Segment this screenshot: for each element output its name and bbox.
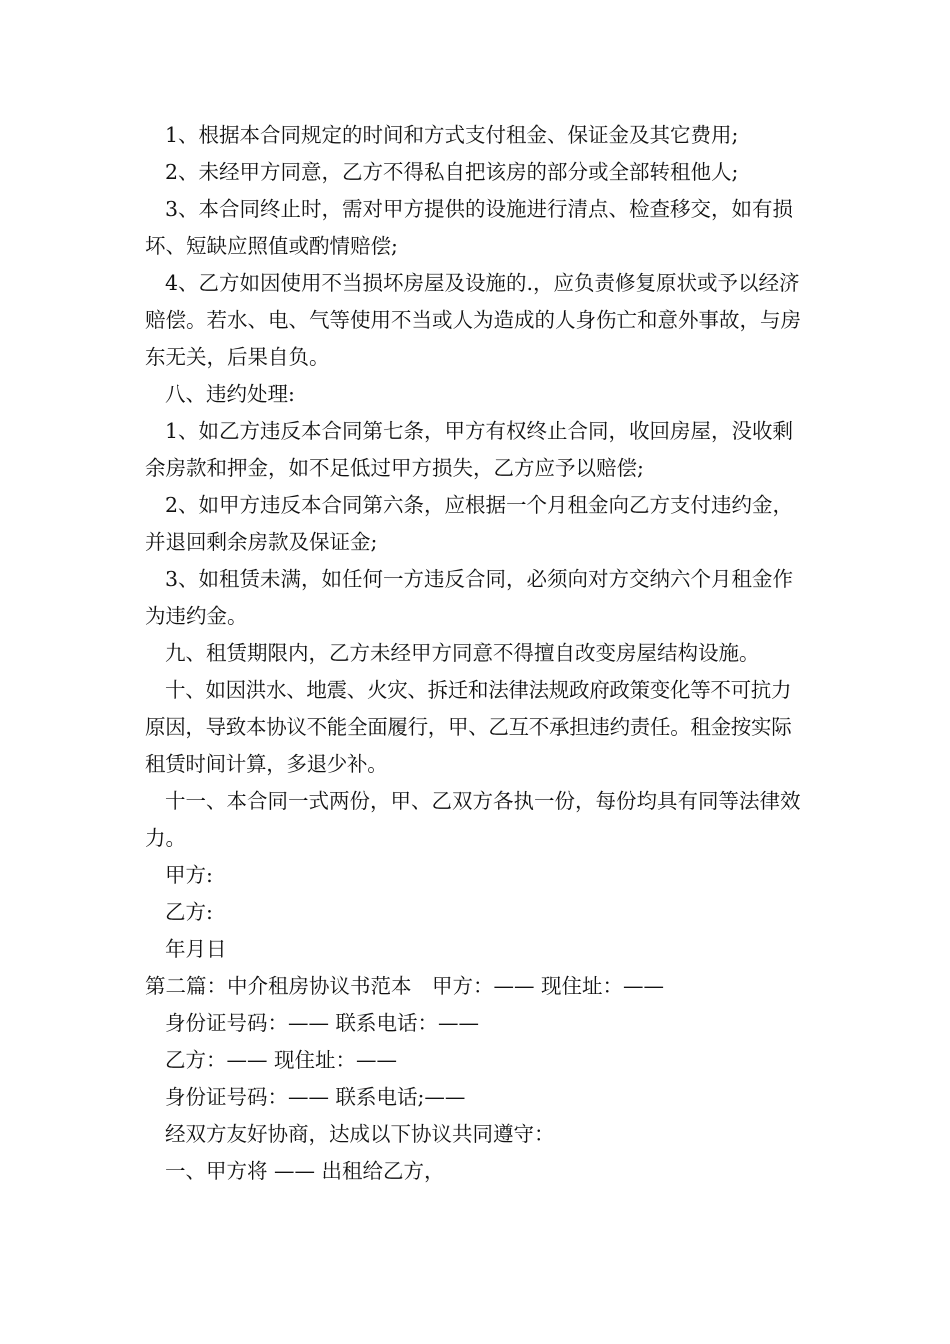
signature-party-a: 甲方: bbox=[165, 863, 213, 887]
clause-1-start: 一、甲方将 —— 出租给乙方， bbox=[165, 1159, 445, 1183]
section-title-second: 第二篇：中介租房协议书范本 甲方：—— 现住址：—— bbox=[145, 974, 665, 998]
paragraph-tenant-duty-3: 3、本合同终止时，需对甲方提供的设施进行清点、检查移交，如有损坏、短缺应照值或酌情赔偿; bbox=[145, 197, 794, 258]
paragraph-clause-10: 十、如因洪水、地震、火灾、拆迁和法律法规政府政策变化等不可抗力原因，导致本协议不能全面履行，甲、乙互不承担违约责任。租金按实际租赁时间计算，多退少补。 bbox=[145, 678, 792, 776]
paragraph-clause-9: 九、租赁期限内，乙方未经甲方同意不得擅自改变房屋结构设施。 bbox=[165, 641, 760, 665]
paragraph-tenant-duty-4: 4、乙方如因使用不当损坏房屋及设施的.，应负责修复原状或予以经济赔偿。若水、电、气等使用不当或人为造成的人身伤亡和意外事故，与房东无关，后果自负。 bbox=[145, 271, 801, 369]
paragraph-breach-3: 3、如租赁未满，如任何一方违反合同，必须向对方交纳六个月租金作为违约金。 bbox=[145, 567, 794, 628]
signature-date: 年月日 bbox=[165, 937, 227, 961]
party-a-id-line: 身份证号码：—— 联系电话：—— bbox=[165, 1011, 480, 1035]
paragraph-breach-1: 1、如乙方违反本合同第七条，甲方有权终止合同，收回房屋，没收剩余房款和押金，如不足低过甲方损失，乙方应予以赔偿; bbox=[145, 419, 794, 480]
paragraph-tenant-duty-2: 2、未经甲方同意，乙方不得私自把该房的部分或全部转租他人; bbox=[165, 160, 739, 184]
paragraph-clause-11: 十一、本合同一式两份，甲、乙双方各执一份，每份均具有同等法律效力。 bbox=[145, 789, 801, 850]
party-b-address-line: 乙方：—— 现住址：—— bbox=[165, 1048, 398, 1072]
party-b-id-line: 身份证号码：—— 联系电话;—— bbox=[165, 1085, 466, 1109]
signature-party-b: 乙方: bbox=[165, 900, 213, 924]
document-body bbox=[145, 117, 810, 1190]
section-heading-breach: 八、违约处理: bbox=[165, 382, 295, 406]
paragraph-tenant-duty-1: 1、根据本合同规定的时间和方式支付租金、保证金及其它费用; bbox=[165, 123, 739, 147]
paragraph-breach-2: 2、如甲方违反本合同第六条，应根据一个月租金向乙方支付违约金，并退回剩余房款及保证金; bbox=[145, 493, 794, 554]
agreement-intro: 经双方友好协商，达成以下协议共同遵守： bbox=[165, 1122, 555, 1146]
